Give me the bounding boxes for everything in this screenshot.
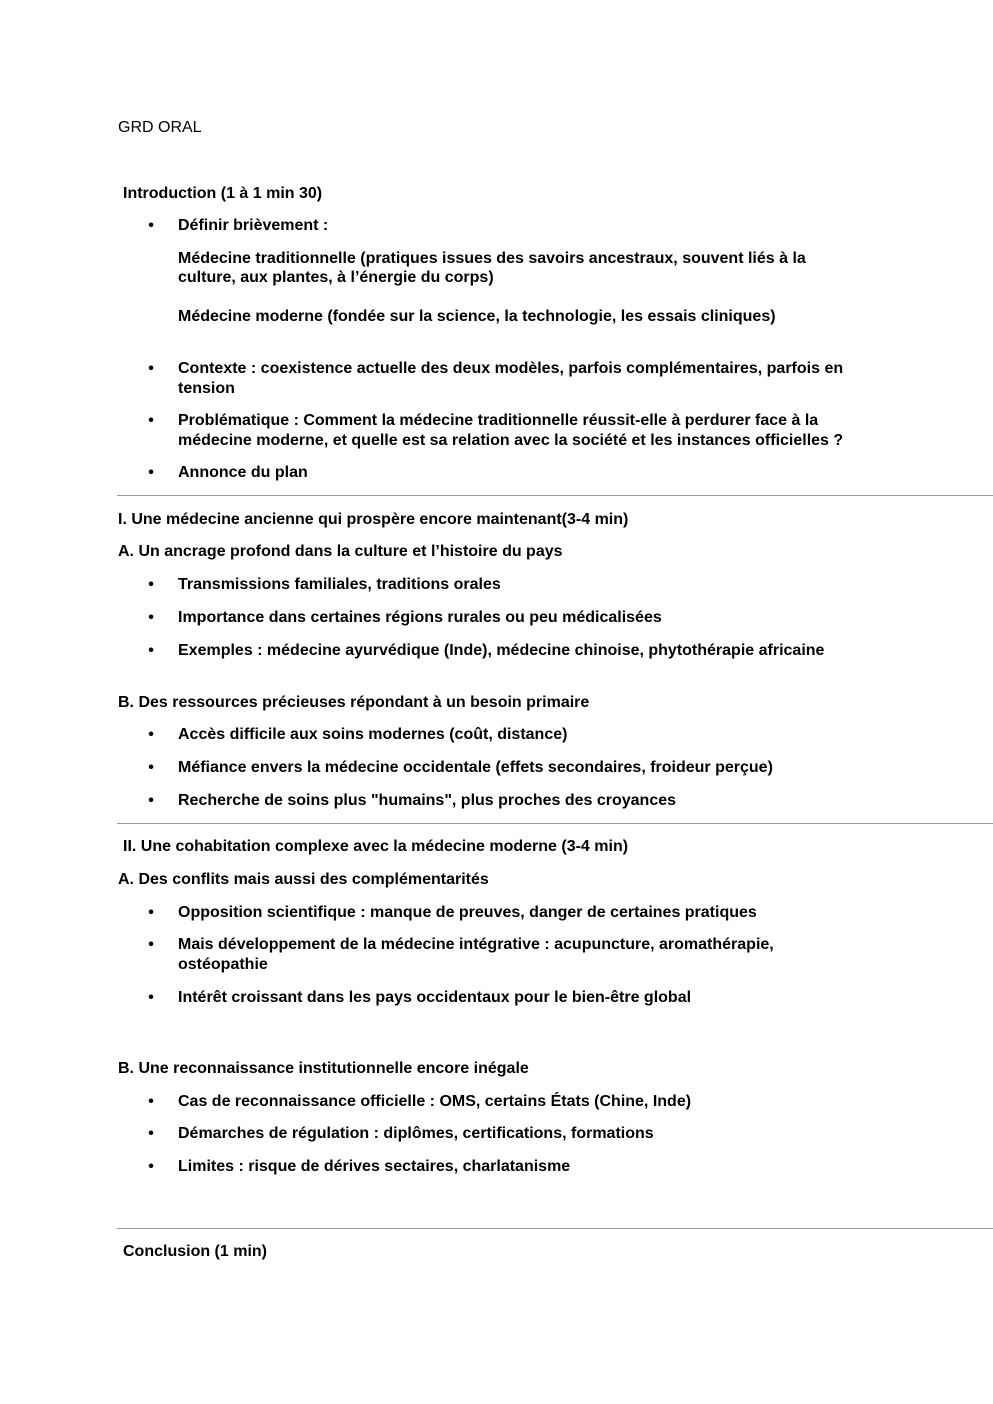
list-item: ostéopathie — [178, 956, 268, 973]
bullet-icon: • — [148, 217, 154, 234]
list-item: Accès difficile aux soins modernes (coût, distance) — [178, 726, 568, 743]
section-divider — [117, 495, 993, 496]
list-item: Démarches de régulation : diplômes, certifications, formations — [178, 1125, 654, 1142]
intro-item: Problématique : Comment la médecine traditionnelle réussit-elle à perdurer face à la — [178, 412, 819, 429]
part1-b-heading: B. Des ressources précieuses répondant à un besoin primaire — [118, 694, 590, 711]
list-item: Exemples : médecine ayurvédique (Inde), médecine chinoise, phytothérapie africaine — [178, 642, 825, 659]
list-item: Mais développement de la médecine intégrative : acupuncture, aromathérapie, — [178, 936, 774, 953]
list-item: Limites : risque de dérives sectaires, charlatanisme — [178, 1158, 571, 1175]
bullet-icon: • — [148, 360, 154, 377]
list-item: Opposition scientifique : manque de preuves, danger de certaines pratiques — [178, 904, 757, 921]
bullet-icon: • — [148, 936, 154, 953]
section-divider — [117, 1228, 993, 1229]
document-title: GRD ORAL — [118, 119, 202, 136]
intro-item: Annonce du plan — [178, 464, 308, 481]
intro-item: tension — [178, 380, 235, 397]
list-item: Recherche de soins plus "humains", plus proches des croyances — [178, 792, 677, 809]
section-divider — [117, 823, 993, 824]
intro-heading: Introduction (1 à 1 min 30) — [123, 185, 323, 202]
intro-sub-item: Médecine traditionnelle (pratiques issues des savoirs ancestraux, souvent liés à la — [178, 250, 806, 267]
list-item: Intérêt croissant dans les pays occidentaux pour le bien-être global — [178, 989, 692, 1006]
bullet-icon: • — [148, 1093, 154, 1110]
part2-b-heading: B. Une reconnaissance institutionnelle encore inégale — [118, 1060, 529, 1077]
bullet-icon: • — [148, 642, 154, 659]
list-item: Importance dans certaines régions rurales ou peu médicalisées — [178, 609, 662, 626]
bullet-icon: • — [148, 464, 154, 481]
bullet-icon: • — [148, 609, 154, 626]
intro-sub-item: Médecine moderne (fondée sur la science, la technologie, les essais cliniques) — [178, 308, 776, 325]
list-item: Cas de reconnaissance officielle : OMS, certains États (Chine, Inde) — [178, 1093, 692, 1110]
bullet-icon: • — [148, 576, 154, 593]
list-item: Méfiance envers la médecine occidentale (effets secondaires, froideur perçue) — [178, 759, 773, 776]
part2-heading: II. Une cohabitation complexe avec la médecine moderne (3-4 min) — [123, 838, 629, 855]
conclusion-heading: Conclusion (1 min) — [123, 1243, 267, 1260]
part1-heading: I. Une médecine ancienne qui prospère encore maintenant(3-4 min) — [118, 511, 629, 528]
bullet-icon: • — [148, 989, 154, 1006]
bullet-icon: • — [148, 726, 154, 743]
bullet-icon: • — [148, 792, 154, 809]
part2-a-heading: A. Des conflits mais aussi des complémentarités — [118, 871, 489, 888]
intro-item: Contexte : coexistence actuelle des deux modèles, parfois complémentaires, parfois en — [178, 360, 844, 377]
bullet-icon: • — [148, 904, 154, 921]
bullet-icon: • — [148, 1125, 154, 1142]
bullet-icon: • — [148, 1158, 154, 1175]
part1-a-heading: A. Un ancrage profond dans la culture et l’histoire du pays — [118, 543, 563, 560]
list-item: Transmissions familiales, traditions orales — [178, 576, 501, 593]
intro-item: Définir brièvement : — [178, 217, 329, 234]
bullet-icon: • — [148, 412, 154, 429]
bullet-icon: • — [148, 759, 154, 776]
intro-sub-item: culture, aux plantes, à l’énergie du corps) — [178, 269, 494, 286]
intro-item: médecine moderne, et quelle est sa relation avec la société et les instances officielles ? — [178, 432, 844, 449]
